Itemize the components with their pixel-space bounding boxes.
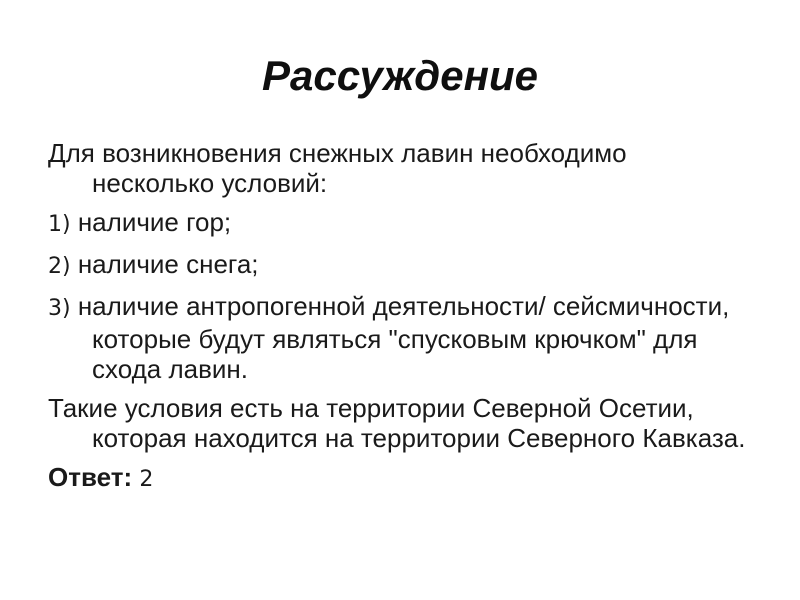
condition-text: наличие гор; [77,207,232,237]
condition-number: 3) [48,296,71,321]
condition-item-2 [48,249,748,282]
answer-line [48,462,748,495]
condition-number: 1) [48,212,71,237]
conclusion-paragraph: Такие условия есть на территории Северной Осетии, которая находится на территории Северного Кавказа. [48,393,746,453]
condition-item-3 [48,291,748,384]
condition-item-1 [48,207,748,240]
answer-label: Ответ: [48,462,133,492]
slide-body [48,138,748,495]
condition-text: наличие антропогенной деятельности/ сейсмичности, которые будут являться "спусковым крючком" для схода лавин. [77,291,730,384]
answer-value: 2 [139,467,154,492]
slide-title: Рассуждение [261,52,539,99]
condition-text: наличие снега; [77,249,259,279]
intro-paragraph: Для возникновения снежных лавин необходимо несколько условий: [48,138,627,198]
condition-number: 2) [48,254,71,279]
